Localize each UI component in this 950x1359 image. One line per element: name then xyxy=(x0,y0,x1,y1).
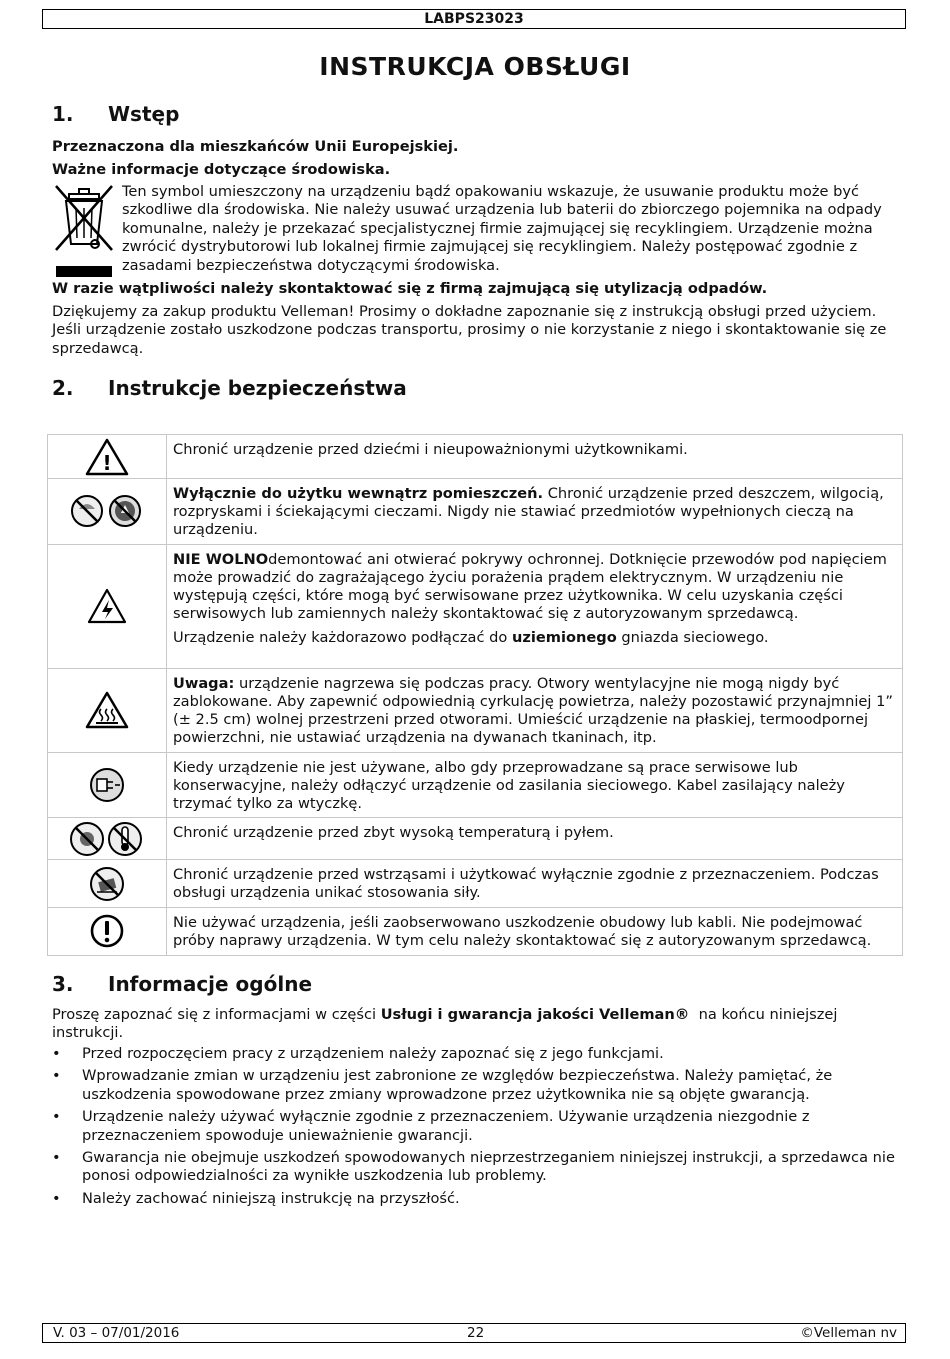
list-item: • Wprowadzanie zmian w urządzeniu jest zabronione ze względów bezpieczeństwa. Należy pamiętać, że uszkodzenia spowodowane przez zmiany wprowadzone przez użytkownika nie są objęte gwarancją. xyxy=(52,1067,833,1103)
safety-table xyxy=(47,434,903,956)
safety-row xyxy=(48,479,903,545)
env-line: Ważne informacje dotyczące środowiska. xyxy=(52,161,391,178)
version-date: V. 03 – 07/01/2016 xyxy=(53,1325,180,1341)
no-shock-icon xyxy=(89,875,125,892)
section-3-heading: 3. Informacje ogólne xyxy=(52,972,313,996)
general-list xyxy=(52,1045,902,1212)
safety-text-ground: Urządzenie należy każdorazowo podłączać do uziemionego gniazda sieciowego. xyxy=(173,629,769,647)
model-number: LABPS23023 xyxy=(424,11,524,27)
heat-dust-icon xyxy=(67,830,147,847)
section-1-heading: 1. Wstęp xyxy=(52,102,180,126)
safety-row xyxy=(48,908,903,955)
safety-row xyxy=(48,544,903,668)
safety-text: Wyłącznie do użytku wewnątrz pomieszczeń. Chronić urządzenie przed deszczem, wilgocią, rozpryskami i ściekającymi cieczami. Nigdy nie stawiać przedmiotów wypełnionych cieczą na urządzeniu. xyxy=(173,485,884,539)
page-number: 22 xyxy=(467,1325,485,1341)
general-intro: Proszę zapoznać się z informacjami w części Usługi i gwarancja jakości Velleman® na końcu niniejszej instrukcji. xyxy=(52,1006,843,1042)
list-item: • Gwarancja nie obejmuje uszkodzeń spowodowanych nieprzestrzeganiem niniejszej instrukcji, a sprzedawca nie ponosi odpowiedzialności za wynikłe uszkodzenia lub problemy. xyxy=(52,1149,895,1185)
thanks-paragraph: Dziękujemy za zakup produktu Velleman! Prosimy o dokładne zapoznanie się z instrukcją obsługi przed użyciem. Jeśli urządzenie zostało uszkodzone podczas transportu, prosimy o nie korzystanie z niego i skontaktowanie się ze sprzedawcą. xyxy=(52,303,887,357)
safety-row xyxy=(48,435,903,479)
weee-text: Ten symbol umieszczony na urządzeniu bądź opakowaniu wskazuje, że usuwanie produktu może być szkodliwe dla środowiska. Nie należy usuwać urządzenia lub baterii do zbiorczego pojemnika na odpady komunalne, należy je przekazać specjalistycznej firmie zajmującej się recyklingiem. Urządzenie można zwrócić dystrybutorowi lub lokalnej firmie zajmującej się recyklingiem. Należy postępować zgodnie z zasadami bezpieczeństwa dotyczącymi środowiska. xyxy=(122,183,882,274)
electric-shock-icon xyxy=(87,597,127,614)
safety-text: Nie używać urządzenia, jeśli zaobserwowano uszkodzenie obudowy lub kabli. Nie podejmować próby naprawy urządzenia. W tym celu należy skontaktować się z autoryzowanym sprzedawcą. xyxy=(173,914,872,950)
copyright: ©Velleman nv xyxy=(800,1325,897,1341)
safety-row xyxy=(48,818,903,860)
indoor-use-only-icon xyxy=(67,502,147,519)
safety-text: Chronić urządzenie przed zbyt wysoką temperaturą i pyłem. xyxy=(173,824,614,842)
hot-surface-icon xyxy=(85,701,129,718)
safety-text: Chronić urządzenie przed wstrząsami i użytkować wyłącznie zgodnie z przeznaczeniem. Podczas obsługi urządzenia unikać stosowania siły. xyxy=(173,866,879,902)
doubt-line: W razie wątpliwości należy skontaktować się z firmą zajmującą się utylizacją odpadów. xyxy=(52,280,768,297)
eu-line: Przeznaczona dla mieszkańców Unii Europejskiej. xyxy=(52,138,459,155)
unplug-icon xyxy=(89,776,125,793)
list-item: • Przed rozpoczęciem pracy z urządzeniem należy zapoznać się z jego funkcjami. xyxy=(52,1045,664,1062)
safety-row xyxy=(48,860,903,908)
warranty-reference: Usługi i gwarancja jakości Velleman® xyxy=(380,1006,690,1023)
page-title: INSTRUKCJA OBSŁUGI xyxy=(319,52,631,81)
weee-bin-icon xyxy=(52,184,116,280)
safety-row xyxy=(48,668,903,752)
safety-row xyxy=(48,752,903,818)
page-header xyxy=(42,9,906,29)
safety-text: Chronić urządzenie przed dziećmi i nieupoważnionymi użytkownikami. xyxy=(173,441,688,458)
exclamation-icon xyxy=(90,922,124,939)
safety-text: Uwaga: urządzenie nagrzewa się podczas pracy. Otwory wentylacyjne nie mogą nigdy być zablokowane. Aby zapewnić odpowiednią cyrkulację powietrza, należy pozostawić przynajmniej 1” (± 2.5 cm) wolnej przestrzeni przed otworami. Umieścić urządzenie na płaskiej, termoodpornej powierzchni, nie ustawiać urządzenia na dywanach tkaninach, itp. xyxy=(173,674,893,747)
safety-text: Kiedy urządzenie nie jest używane, albo gdy przeprowadzane są prace serwisowe lub konserwacyjne, należy odłączyć urządzenie od zasilania sieciowego. Kabel zasilający należy trzymać tylko za wtyczkę. xyxy=(173,758,845,813)
svg-text:!: ! xyxy=(102,450,112,475)
list-item: • Należy zachować niniejszą instrukcję na przyszłość. xyxy=(52,1189,460,1207)
warning-triangle-icon xyxy=(85,448,129,475)
page-footer xyxy=(42,1323,906,1343)
list-item: • Urządzenie należy używać wyłącznie zgodnie z przeznaczeniem. Używanie urządzenia niezgodnie z przeznaczeniem spowoduje unieważnienie gwarancji. xyxy=(52,1108,810,1144)
safety-text: NIE WOLNOdemontować ani otwierać pokrywy ochronnej. Dotknięcie przewodów pod napięciem może prowadzić do zagrażającego życiu porażenia prądem elektrycznym. W urządzeniu nie występują części, które mogą być serwisowane przez użytkownika. W celu uzyskania części serwisowych lub zamiennych należy skontaktować się z autoryzowanym sprzedawcą. xyxy=(173,550,887,623)
section-2-heading: 2. Instrukcje bezpieczeństwa xyxy=(52,376,407,400)
